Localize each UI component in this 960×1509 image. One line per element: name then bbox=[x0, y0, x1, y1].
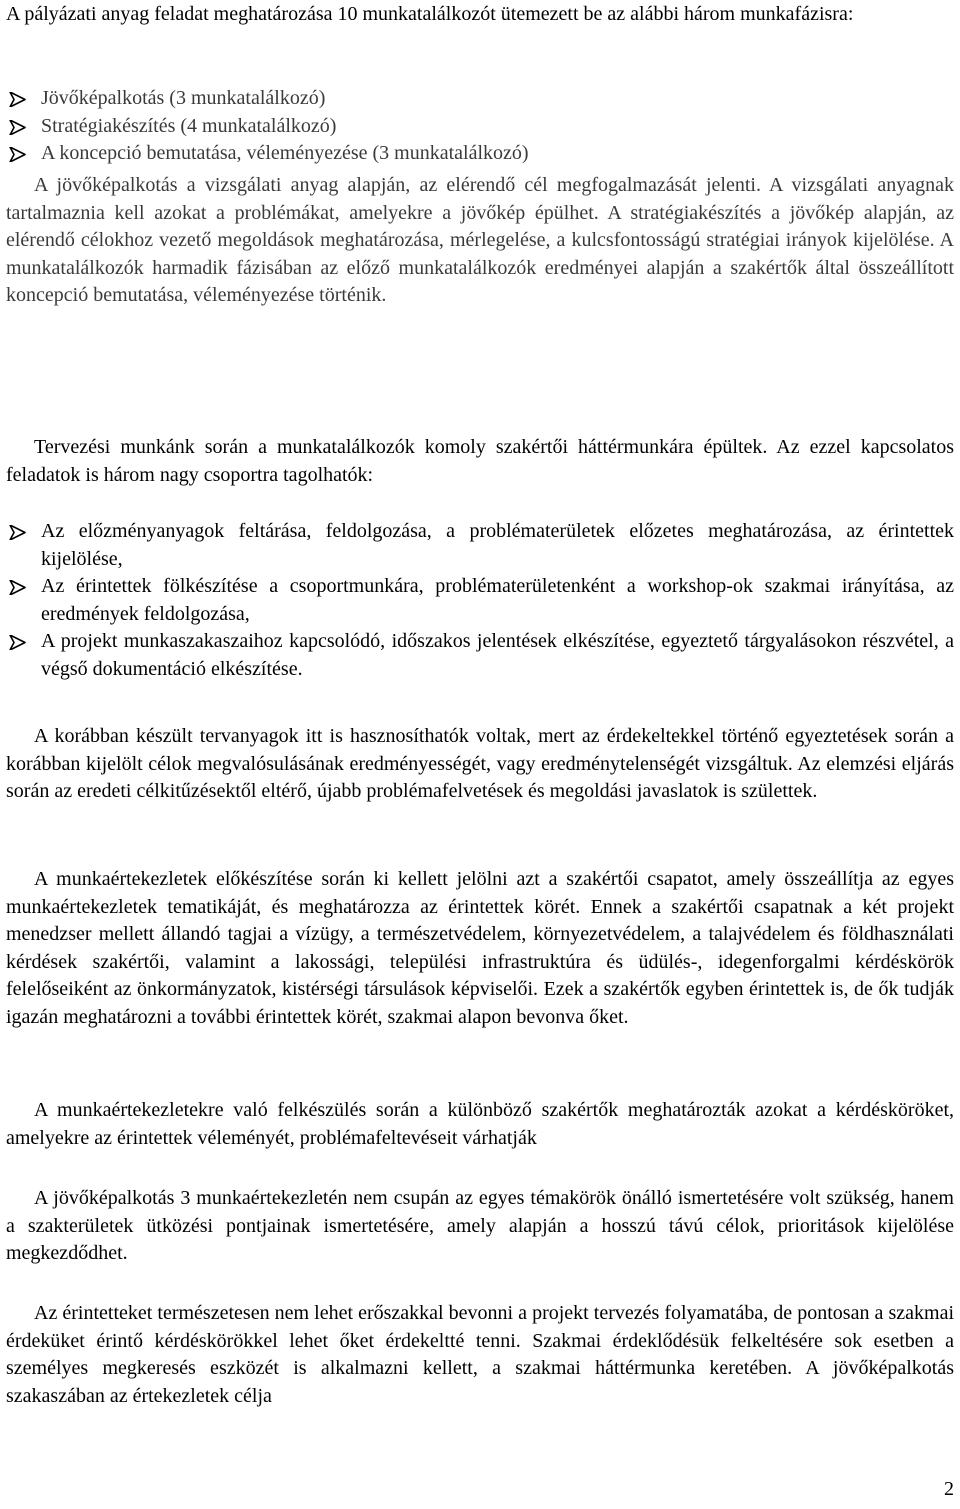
phases-explanation-paragraph: A jövőképalkotás a vizsgálati anyag alapján, az elérendő cél megfogalmazását jelenti. A vizsgálati anyagnak tartalmaznia kell azokat a problémákat, amelyekre a jövőkép épülhet. A stratégiakészítés a jövőkép alapján, az elérendő célokhoz vezető megoldások meghatározása, mérlegelése, a kulcsfontosságú stratégiai irányok kijelölése. A munkatalálkozók harmadik fázisában az előző munkatalálkozók eredményei alapján a szakértők által összeállított koncepció bemutatása, véleményezése történik. bbox=[6, 174, 954, 306]
arrowhead-bullet-icon bbox=[9, 147, 26, 162]
task-item-label: A projekt munkaszakaszaihoz kapcsolódó, időszakos jelentések elkészítése, egyeztető tárgyalásokon részvétel, a végső dokumentáció elkészítése. bbox=[41, 630, 954, 680]
list-item bbox=[6, 573, 954, 628]
meeting-preparation-paragraph: A munkaértekezletek előkészítése során ki kellett jelölni azt a szakértői csapatot, amely összeállítja az egyes munkaértekezletek tematikáját, és meghatározza az érintettek körét. Ennek a szakértői csapatnak a két projekt menedzser mellett állandó tagjai a vízügy, a természetvédelem, környezetvédelem, a talajvédelem és földhasználati kérdések szakértői, valamint a lakossági, települési infrastruktúra és üdülés-, idegenforgalmi kérdéskörök felelőseiként az önkormányzatok, kistérségi társulások képviselői. Ezek a szakértők egyben érintettek is, de ők tudják igazán meghatározni a további érintettek körét, szakmai alapon bevonva őket. bbox=[6, 868, 954, 1028]
task-list bbox=[6, 518, 954, 683]
list-item bbox=[6, 140, 954, 168]
phase-item-label: Jövőképalkotás (3 munkatalálkozó) bbox=[41, 87, 326, 109]
arrowhead-bullet-icon bbox=[9, 580, 26, 595]
phase-item-label: Stratégiakészítés (4 munkatalálkozó) bbox=[41, 114, 337, 137]
expert-questions-paragraph: A munkaértekezletekre való felkészülés során a különböző szakértők meghatározták azokat a kérdésköröket, amelyekre az érintettek véleményét, problémafeltevéseit várhatják bbox=[6, 1099, 954, 1149]
vision-meetings-paragraph: A jövőképalkotás 3 munkaértekezletén nem csupán az egyes témakörök önálló ismertetésére volt szükség, hanem a szakterületek ütközési pontjainak ismertetésére, amely alapján a hosszú távú célok, prioritások kijelölése megkezdődhet. bbox=[6, 1187, 954, 1264]
phase-list bbox=[6, 85, 954, 168]
list-item bbox=[6, 85, 954, 113]
task-item-label: Az előzményanyagok feltárása, feldolgozása, a problématerületek előzetes meghatározása, az érintettek kijelölése, bbox=[41, 520, 954, 570]
earlier-plans-paragraph: A korábban készült tervanyagok itt is hasznosíthatók voltak, mert az érdekeltekkel történő egyeztetések során a korábban kijelölt célok megvalósulásának eredményességét, vagy eredménytelenségét vizsgáltuk. Az elemzési eljárás során az eredeti célkitűzésektől eltérő, újabb problémafelvetések és megoldási javaslatok is születtek. bbox=[6, 725, 954, 802]
task-item-label: Az érintettek fölkészítése a csoportmunkára, problématerületenként a workshop-ok szakmai irányítása, az eredmények feldolgozása, bbox=[41, 575, 954, 625]
arrowhead-bullet-icon bbox=[9, 525, 26, 540]
stakeholder-involvement-paragraph: Az érintetteket természetesen nem lehet erőszakkal bevonni a projekt tervezés folyamatába, de pontosan a szakmai érdeküket érintő kérdéskörökkel lehet őket érdekeltté tenni. Szakmai érdeklődésük felkeltésére sok esetben a személyes megkeresés eszközét is alkalmazni kellett, a szakmai háttérmunka keretében. A jövőképalkotás szakaszában az értekezletek célja bbox=[6, 1302, 954, 1407]
list-item bbox=[6, 518, 954, 573]
arrowhead-bullet-icon bbox=[9, 120, 26, 135]
phase-item-label: A koncepció bemutatása, véleményezése (3 munkatalálkozó) bbox=[41, 142, 529, 164]
list-item bbox=[6, 628, 954, 683]
arrowhead-bullet-icon bbox=[9, 635, 26, 650]
arrowhead-bullet-icon bbox=[9, 92, 26, 107]
background-work-paragraph: Tervezési munkánk során a munkatalálkozók komoly szakértői háttérmunkára épültek. Az ezzel kapcsolatos feladatok is három nagy csoportra tagolhatók: bbox=[6, 436, 954, 486]
page-number: 2 bbox=[944, 1478, 954, 1500]
list-item bbox=[6, 113, 954, 141]
intro-paragraph: A pályázati anyag feladat meghatározása 10 munkatalálkozót ütemezett be az alábbi három munkafázisra: bbox=[6, 3, 854, 25]
